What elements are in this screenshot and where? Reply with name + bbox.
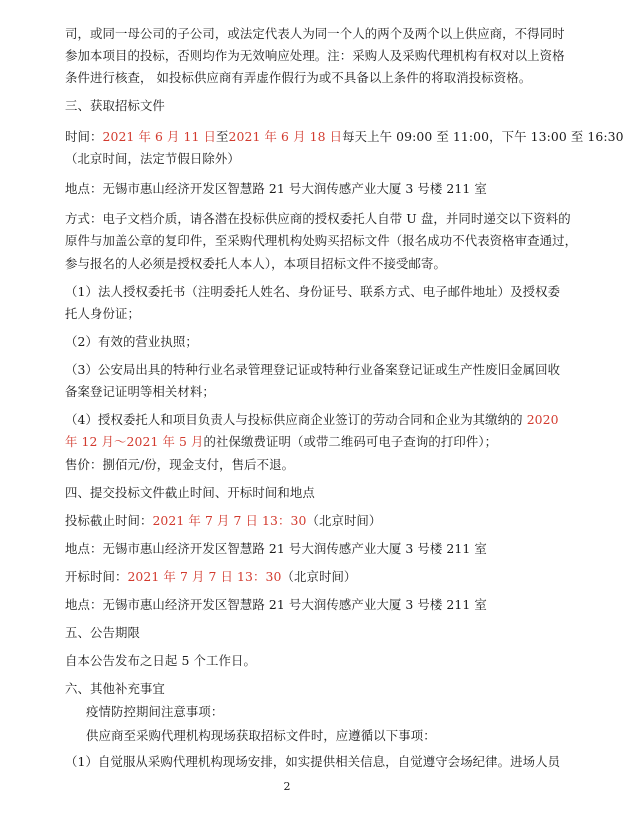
list-item xyxy=(65,412,559,428)
deadline-note: （北京时间） xyxy=(306,513,382,528)
section-heading: 四、提交投标文件截止时间、开标时间和地点 xyxy=(65,485,315,500)
highlight-period: 年 12 月～2021 年 5 月 xyxy=(65,434,204,449)
list-item: （2）有效的营业执照； xyxy=(65,334,198,349)
list-item-text: （4）授权委托人和项目负责人与投标供应商企业签订的劳动合同和企业为其缴纳的 xyxy=(65,412,527,427)
time-label: 时间： xyxy=(65,129,103,144)
opening-note: （北京时间） xyxy=(281,569,357,584)
address-line: 地点：无锡市惠山经济开发区智慧路 21 号大润传感产业大厦 3 号楼 211 室 xyxy=(65,597,487,612)
start-date: 2021 年 6 月 11 日 xyxy=(102,129,217,144)
list-item: （1）法人授权委托书（注明委托人姓名、身份证号、联系方式、电子邮件地址）及授权委 xyxy=(65,284,561,299)
opening-time: 2021 年 7 月 7 日 13：30 xyxy=(127,569,282,584)
list-item: （1）自觉服从采购代理机构现场安排，如实提供相关信息，自觉遵守会场纪律。进场人员 xyxy=(65,754,561,769)
opening-line xyxy=(65,569,510,585)
deadline-label: 投标截止时间： xyxy=(65,513,153,528)
text-line: 方式：电子文档介质，请各潜在投标供应商的授权委托人自带 U 盘，并同时递交以下资料的 xyxy=(65,211,571,226)
deadline-line xyxy=(65,513,510,529)
list-item-cont: 托人身份证； xyxy=(65,306,140,321)
text-line: 原件与加盖公章的复印件，至采购代理机构处购买招标文件（报名成功不代表资格审查通过， xyxy=(65,233,578,248)
text-line: 供应商至采购代理机构现场获取招标文件时，应遵循以下事项： xyxy=(86,728,436,743)
end-date: 2021 年 6 月 18 日 xyxy=(228,129,343,144)
list-item-cont: 备案登记证明等相关材料； xyxy=(65,384,215,399)
time-note: （北京时间，法定节假日除外） xyxy=(65,151,240,166)
page-number: 2 xyxy=(283,780,291,793)
text-line: 自本公告发布之日起 5 个工作日。 xyxy=(65,653,256,668)
price-line: 售价：捌佰元/份，现金支付，售后不退。 xyxy=(65,457,295,472)
time-to: 至 xyxy=(216,129,229,144)
address-line: 地点：无锡市惠山经济开发区智慧路 21 号大润传感产业大厦 3 号楼 211 室 xyxy=(65,541,487,556)
section-heading: 五、公告期限 xyxy=(65,625,140,640)
time-hours: 每天上午 09:00 至 11:00，下午 13:00 至 16:30 xyxy=(342,129,624,144)
section-heading: 三、获取招标文件 xyxy=(65,98,165,113)
list-item-cont xyxy=(65,434,510,450)
opening-label: 开标时间： xyxy=(65,569,128,584)
text-line: 参加本项目的投标，否则均作为无效响应处理。注：采购人及采购代理机构有权对以上资格 xyxy=(65,48,565,63)
text-line: 条件进行核查， 如投标供应商有弄虚作假行为或不具备以上条件的将取消投标资格。 xyxy=(65,70,532,85)
address-line: 地点：无锡市惠山经济开发区智慧路 21 号大润传感产业大厦 3 号楼 211 室 xyxy=(65,181,487,196)
section-heading: 六、其他补充事宜 xyxy=(65,681,165,696)
obtain-time-line xyxy=(65,129,624,145)
text-line: 疫情防控期间注意事项： xyxy=(86,704,224,719)
text-line: 参与报名的人必须是授权委托人本人），本项目招标文件不接受邮寄。 xyxy=(65,256,447,271)
deadline-time: 2021 年 7 月 7 日 13：30 xyxy=(152,513,307,528)
list-item: （3）公安局出具的特种行业名录管理登记证或特种行业备案登记证或生产性废旧金属回收 xyxy=(65,362,561,377)
list-item-text: 的社保缴费证明（或带二维码可电子查询的打印件）； xyxy=(203,434,498,449)
text-line: 司，或同一母公司的子公司，或法定代表人为同一个人的两个及两个以上供应商，不得同时 xyxy=(65,26,565,41)
highlight-year: 2020 xyxy=(526,412,559,427)
